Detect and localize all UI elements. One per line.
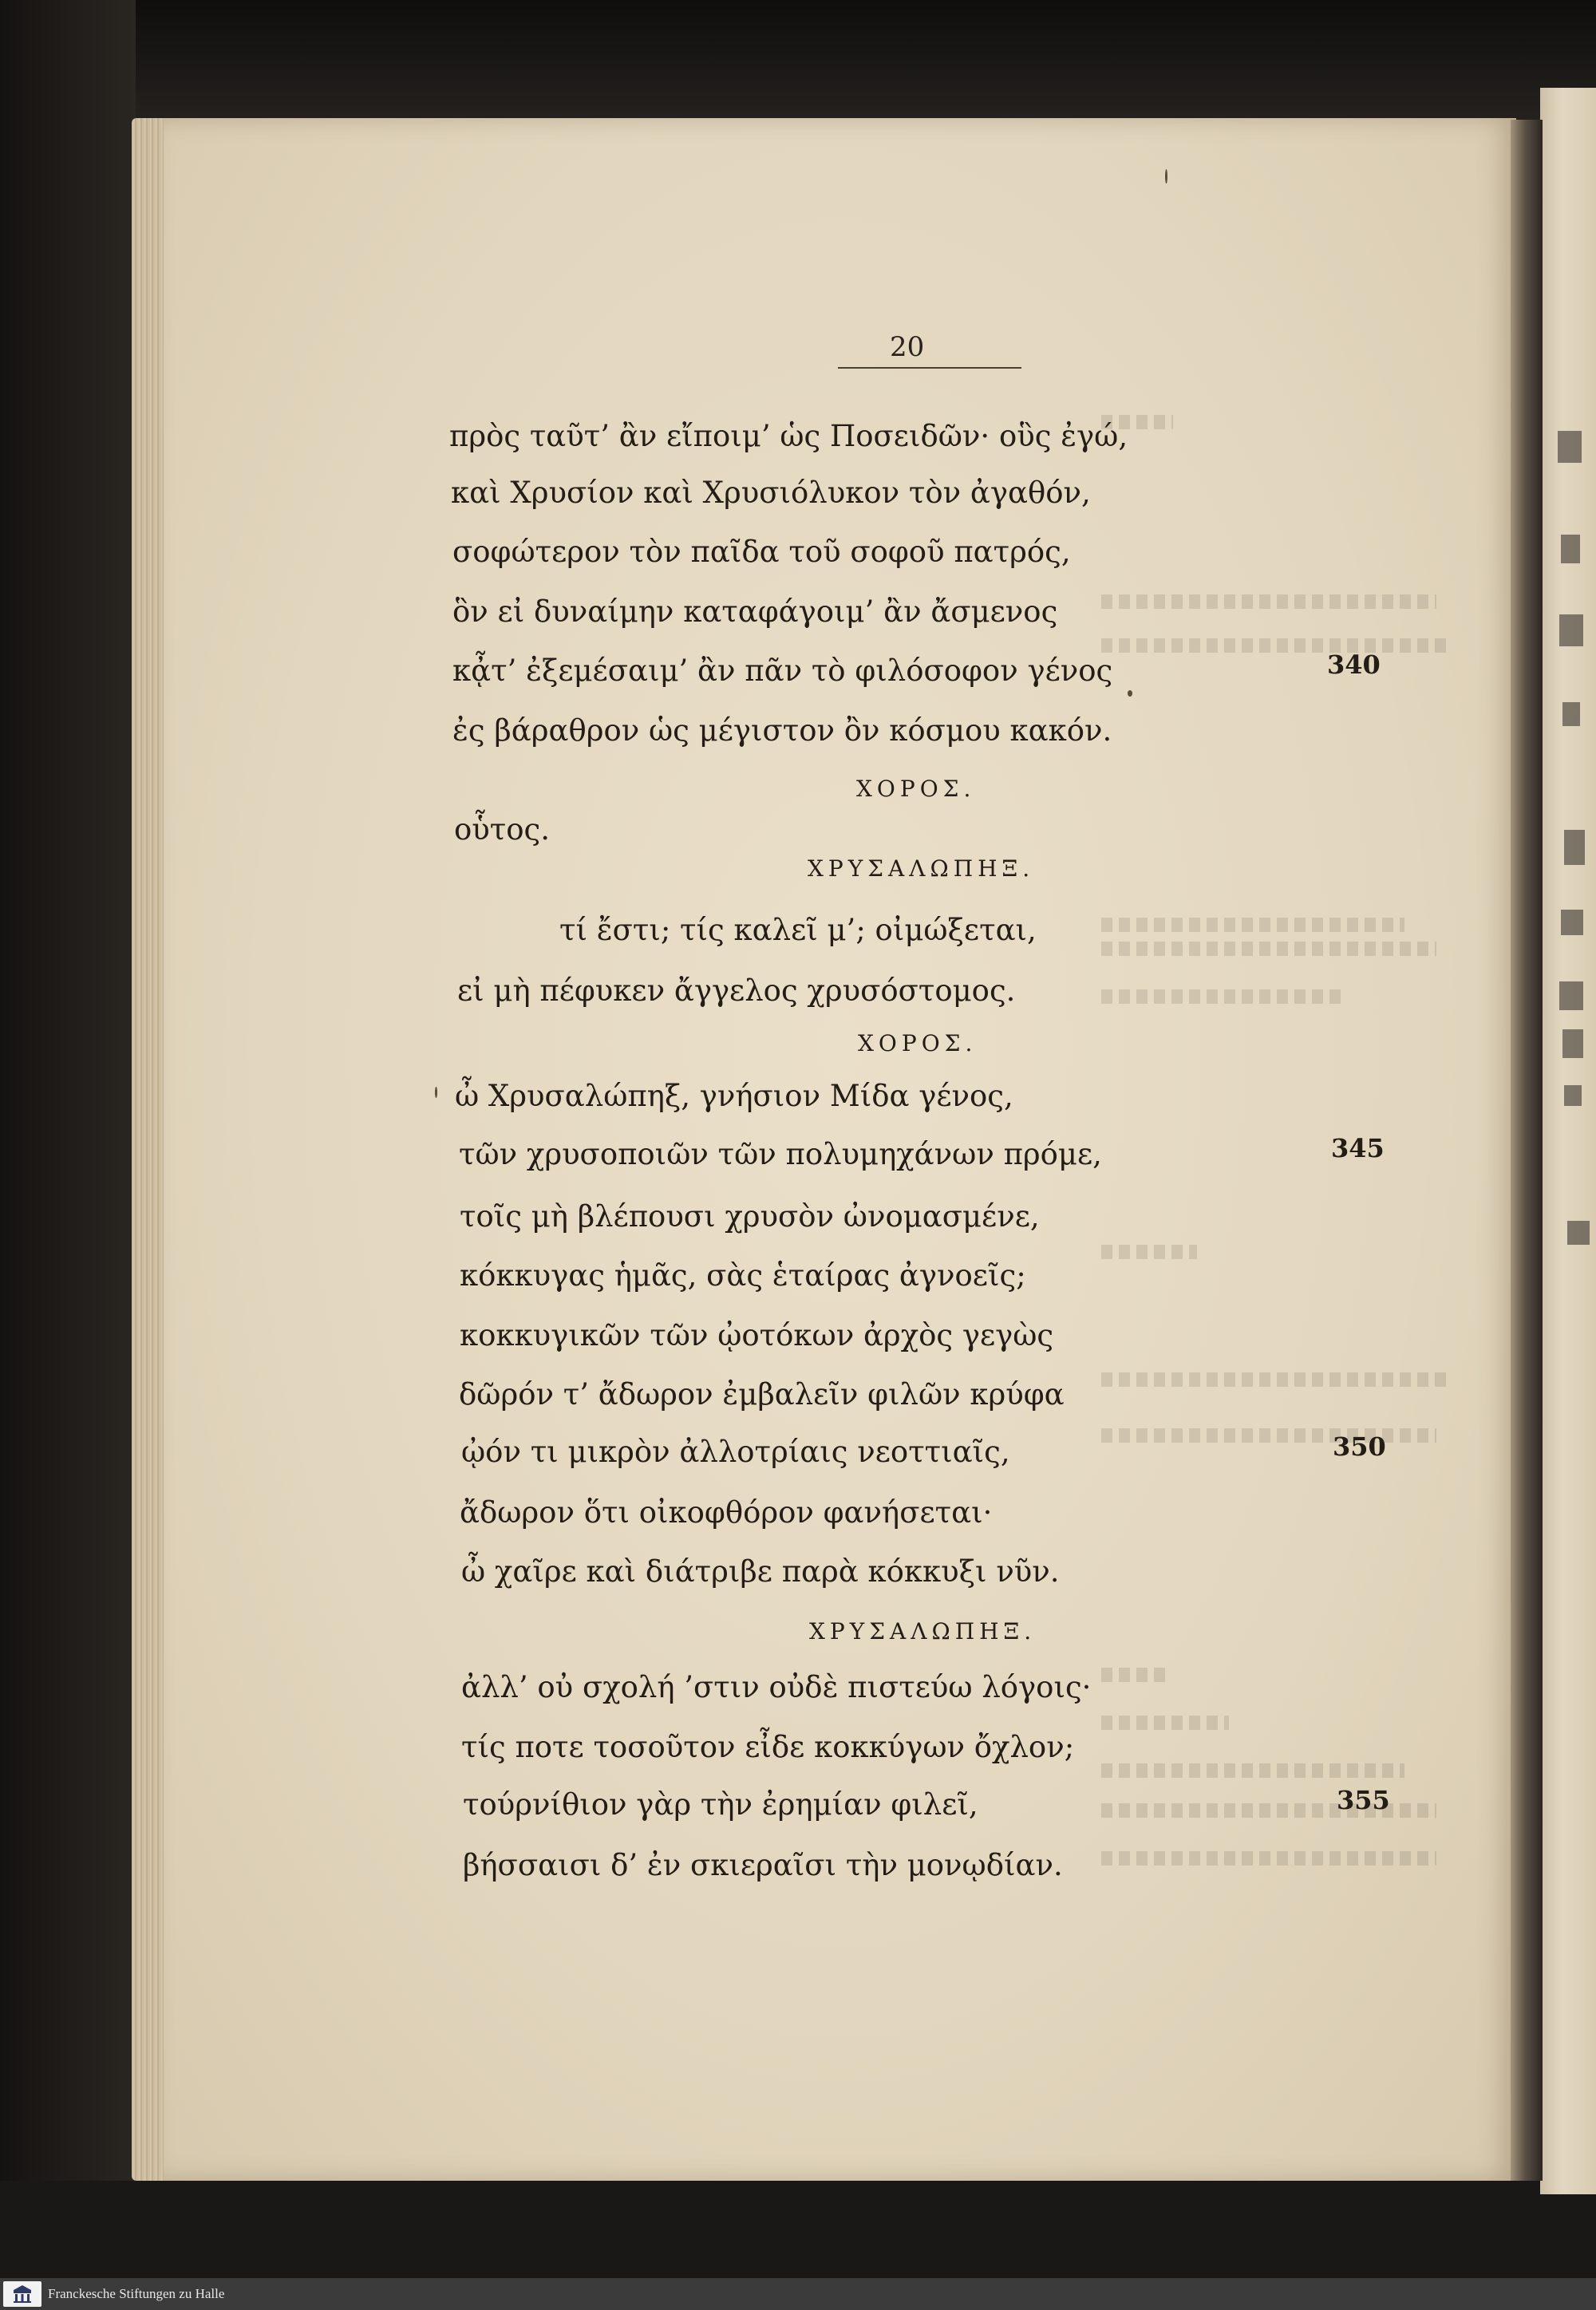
footer-bar <box>0 2278 1596 2310</box>
facing-page-edge <box>1540 88 1596 2194</box>
verse-line: τί ἔστι; τίς καλεῖ μ’; οἰμώξεται, <box>559 913 1037 947</box>
verse-line: δῶρόν τ’ ἄδωρον ἐμβαλεῖν φιλῶν κρύφα <box>459 1377 1065 1412</box>
ink-speck <box>1165 169 1167 184</box>
verse-line: σοφώτερον τὸν παῖδα τοῦ σοφοῦ πατρός, <box>452 535 1071 569</box>
verse-line: πρὸς ταῦτ’ ἂν εἴποιμ’ ὡς Ποσειδῶν· οὓς ἐγώ, <box>449 419 1128 453</box>
page-number-rule <box>838 367 1021 369</box>
verse-line: ἐς βάραθρον ὡς μέγιστον ὂν κόσμου κακόν. <box>452 713 1112 748</box>
line-number: 355 <box>1337 1785 1390 1815</box>
verse-line: τῶν χρυσοποιῶν τῶν πολυμηχάνων πρόμε, <box>459 1137 1102 1171</box>
ink-speck <box>435 1087 437 1098</box>
ink-speck <box>1128 690 1132 697</box>
verse-line: ᾠόν τι μικρὸν ἀλλοτρίαις νεοττιαῖς, <box>461 1435 1010 1469</box>
verse-line: κᾆτ’ ἐξεμέσαιμ’ ἂν πᾶν τὸ φιλόσοφον γένος <box>452 654 1113 688</box>
verse-line: ὦ Χρυσαλώπηξ, γνήσιον Μίδα γένος, <box>455 1079 1013 1113</box>
footer-credit: Franckesche Stiftungen zu Halle <box>48 2286 225 2301</box>
scan-background-top <box>0 0 1596 120</box>
verse-line: τοῖς μὴ βλέπουσι χρυσὸν ὠνομασμένε, <box>460 1199 1040 1234</box>
verse-line: εἰ μὴ πέφυκεν ἄγγελος χρυσόστομος. <box>457 973 1016 1008</box>
verse-line: βήσσαισι δ’ ἐν σκιεραῖσι τὴν μονῳδίαν. <box>463 1848 1063 1882</box>
institution-crest-icon <box>3 2281 41 2307</box>
scan-background-left <box>0 0 136 2310</box>
verse-line: τούρνίθιον γὰρ τὴν ἐρημίαν φιλεῖ, <box>463 1787 978 1822</box>
page-number: 20 <box>890 331 925 363</box>
book-gutter <box>1511 120 1543 2181</box>
verse-line: ἀλλ’ οὐ σχολή ’στιν οὐδὲ πιστεύω λόγοις· <box>461 1670 1092 1704</box>
line-number: 345 <box>1331 1133 1385 1163</box>
speaker-label: ΧΟΡΟΣ. <box>856 776 976 802</box>
line-number: 340 <box>1327 650 1381 680</box>
speaker-label: ΧΡΥΣΑΛΩΠΗΞ. <box>809 1618 1037 1645</box>
verse-line: τίς ποτε τοσοῦτον εἶδε κοκκύγων ὄχλον; <box>461 1730 1075 1764</box>
verse-line: κόκκυγας ἡμᾶς, σὰς ἑταίρας ἀγνοεῖς; <box>460 1258 1026 1293</box>
verse-line: κοκκυγικῶν τῶν ᾠοτόκων ἀρχὸς γεγὼς <box>460 1318 1054 1352</box>
verse-line: ὦ χαῖρε καὶ διάτριβε παρὰ κόκκυξι νῦν. <box>461 1554 1060 1589</box>
verse-line: ὃν εἰ δυναίμην καταφάγοιμ’ ἂν ἄσμενος <box>452 594 1058 629</box>
verse-line: ἄδωρον ὅτι οἰκοφθόρον φανήσεται· <box>460 1495 993 1530</box>
speaker-label: ΧΟΡΟΣ. <box>858 1030 978 1056</box>
speaker-label: ΧΡΥΣΑΛΩΠΗΞ. <box>808 855 1035 882</box>
verse-line: καὶ Χρυσίον καὶ Χρυσιόλυκον τὸν ἀγαθόν, <box>451 476 1091 510</box>
scan-background-bottom <box>0 2181 1596 2278</box>
line-number: 350 <box>1333 1431 1386 1462</box>
verse-line: οὗτος. <box>454 812 550 847</box>
